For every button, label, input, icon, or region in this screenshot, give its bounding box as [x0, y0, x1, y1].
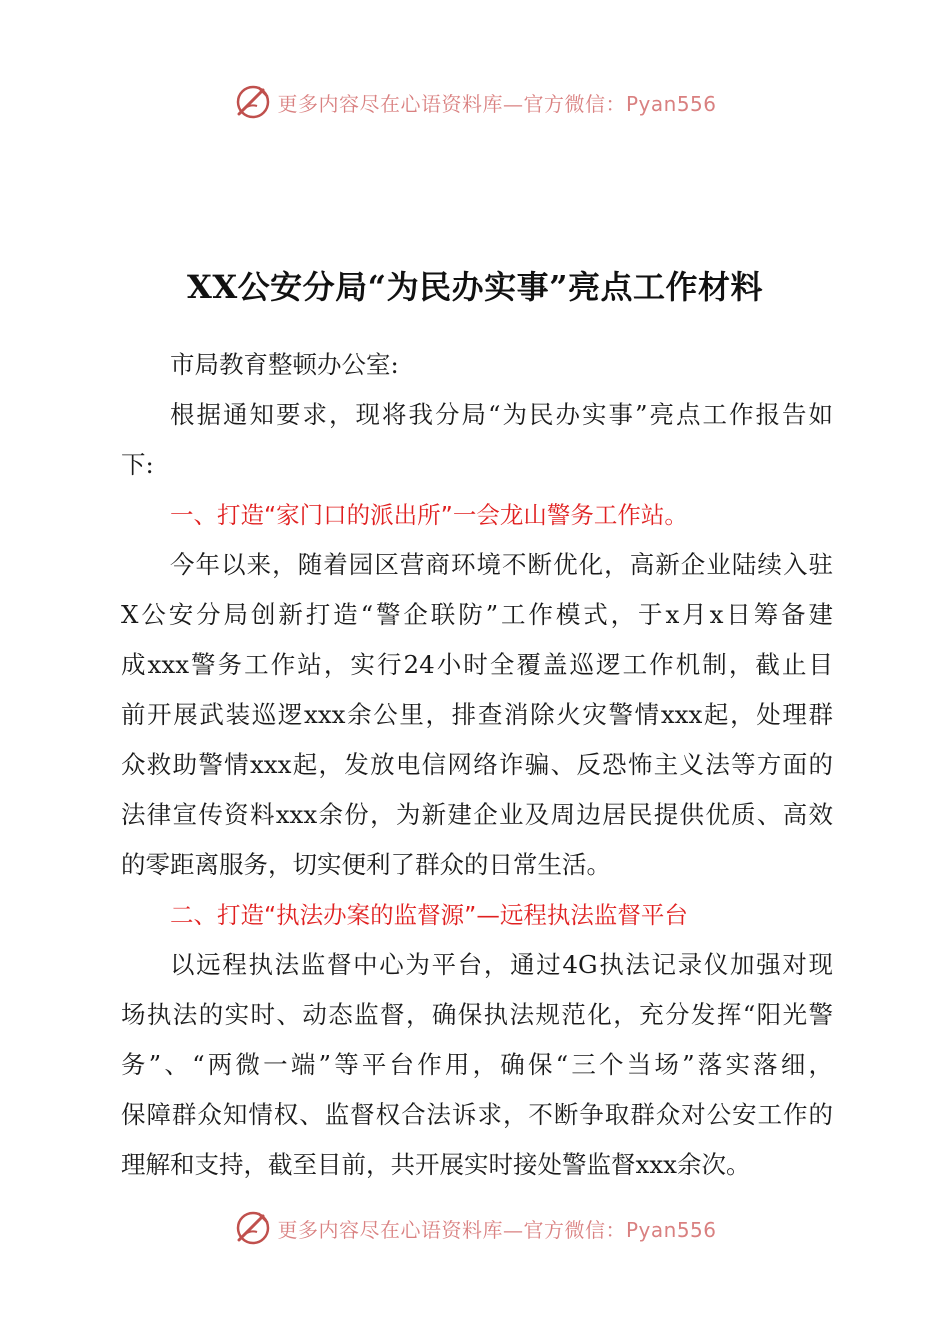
banner-text: 更多内容尽在心语资料库—官方微信：Pyan556 [277, 1217, 717, 1242]
paragraph-line: 保障群众知情权、监督权合法诉求，不断争取群众对公安工作的 [121, 1100, 833, 1129]
paragraph-line: 以远程执法监督中心为平台，通过4G执法记录仪加强对现 [170, 950, 833, 979]
paragraph-line: 法律宣传资料xxx余份，为新建企业及周边居民提供优质、高效 [121, 800, 833, 829]
paragraph-line: 前开展武装巡逻xxx余公里，排查消除火灾警情xxx起，处理群 [121, 700, 833, 729]
salutation: 市局教育整顿办公室: [170, 350, 399, 379]
paragraph-line: 众救助警情xxx起，发放电信网络诈骗、反恐怖主义法等方面的 [121, 750, 833, 779]
paragraph-line: 今年以来，随着园区营商环境不断优化，高新企业陆续入驻 [170, 550, 833, 579]
footer-banner [0, 1206, 950, 1250]
paragraph-line: 理解和支持，截至目前，共开展实时接处警监督xxx余次。 [121, 1150, 751, 1179]
pen-logo-icon [233, 1208, 273, 1248]
paragraph-line: 成xxx警务工作站，实行24小时全覆盖巡逻工作机制，截止目 [121, 650, 833, 679]
paragraph-line: X公安分局创新打造“警企联防”工作模式，于x月x日筹备建 [121, 600, 833, 629]
page-title: XX公安分局“为民办实事”亮点工作材料 [187, 268, 763, 306]
section-heading-1: 一、打造“家门口的派出所”一会龙山警务工作站。 [170, 501, 688, 529]
paragraph-line: 务”、“两微一端”等平台作用，确保“三个当场”落实落细， [121, 1050, 833, 1079]
banner-wechat: Pyan556 [625, 1217, 717, 1242]
paragraph-line: 场执法的实时、动态监督，确保执法规范化，充分发挥“阳光警 [121, 1000, 833, 1029]
intro-line: 根据通知要求，现将我分局“为民办实事”亮点工作报告如 [170, 400, 833, 429]
banner-wechat: Pyan556 [625, 91, 717, 116]
banner-text: 更多内容尽在心语资料库—官方微信：Pyan556 [277, 91, 717, 116]
section-heading-2: 二、打造“执法办案的监督源”—远程执法监督平台 [170, 901, 688, 929]
header-banner [0, 80, 950, 124]
pen-logo-icon [233, 82, 273, 122]
document-body [121, 340, 833, 1190]
paragraph-line: 的零距离服务，切实便利了群众的日常生活。 [121, 850, 611, 879]
intro-line: 下: [121, 450, 154, 479]
